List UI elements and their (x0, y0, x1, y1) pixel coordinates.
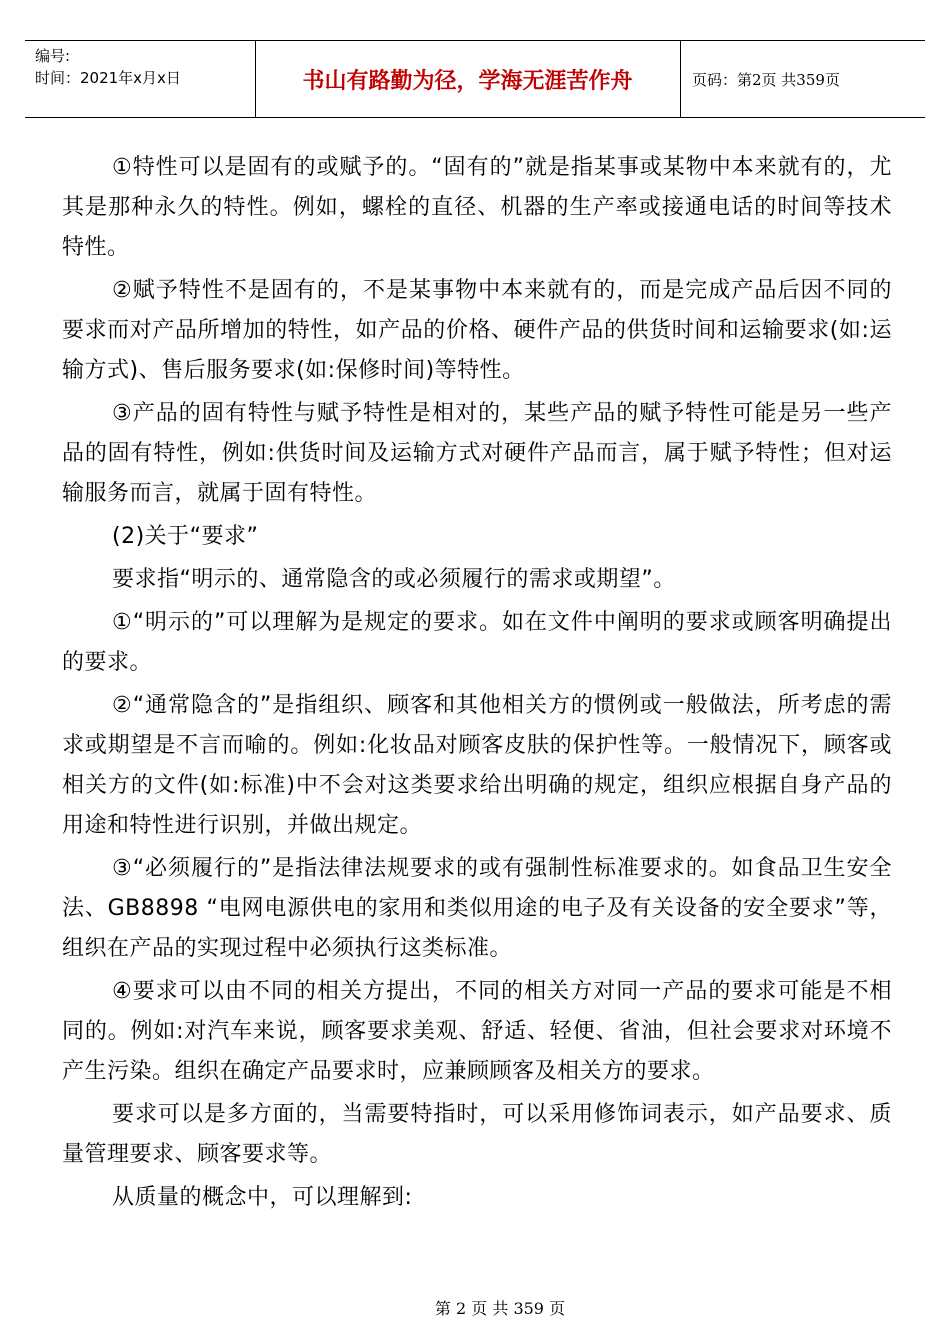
header-divider (680, 41, 681, 117)
header-meta (35, 45, 181, 89)
page-header (25, 40, 925, 118)
paragraph: 要求指“明示的、通常隐含的或必须履行的需求或期望”。 (112, 567, 676, 592)
paragraph: ①“明示的”可以理解为是规定的要求。如在文件中阐明的要求或顾客明确提出的要求。 (62, 610, 892, 675)
paragraph: ④要求可以由不同的相关方提出，不同的相关方对同一产品的要求可能是不相同的。例如:对汽车来说，顾客要求美观、舒适、轻便、省油，但社会要求对环境不产生污染。组织在确定产品要求时，应兼顾顾客及相关方的要求。 (62, 979, 892, 1084)
paragraph: ③“必须履行的”是指法律法规要求的或有强制性标准要求的。如食品卫生安全法、GB8898 “电网电源供电的家用和类似用途的电子及有关设备的安全要求”等，组织在产品的实现过程中必须执行这类标准。 (62, 856, 892, 961)
paragraph: ②赋予特性不是固有的，不是某事物中本来就有的，而是完成产品后因不同的要求而对产品所增加的特性，如产品的价格、硬件产品的供货时间和运输要求(如:运输方式)、售后服务要求(如:保修时间)等特性。 (62, 278, 892, 383)
paragraph: ②“通常隐含的”是指组织、顾客和其他相关方的惯例或一般做法，所考虑的需求或期望是不言而喻的。例如:化妆品对顾客皮肤的保护性等。一般情况下，顾客或相关方的文件(如:标准)中不会对这类要求给出明确的规定，组织应根据自身产品的用途和特性进行识别，并做出规定。 (62, 693, 892, 838)
paragraph: ①特性可以是固有的或赋予的。“固有的”就是指某事或某物中本来就有的，尤其是那种永久的特性。例如，螺栓的直径、机器的生产率或接通电话的时间等技术特性。 (62, 155, 892, 260)
header-motto: 书山有路勤为径，学海无涯苦作舟 (302, 67, 633, 94)
document-number-label: 编号: (35, 47, 71, 65)
paragraph: 从质量的概念中，可以理解到: (112, 1185, 413, 1210)
document-time-label: 时间：2021年x月x日 (35, 69, 181, 87)
section-heading: (2)关于“要求” (112, 524, 259, 549)
page-footer: 第 2 页 共 359 页 (434, 1299, 566, 1318)
document-body (62, 148, 892, 1221)
paragraph: 要求可以是多方面的，当需要特指时，可以采用修饰词表示，如产品要求、质量管理要求、顾客要求等。 (62, 1102, 892, 1167)
header-page-info: 页码：第2页 共359页 (692, 70, 840, 89)
paragraph: ③产品的固有特性与赋予特性是相对的，某些产品的赋予特性可能是另一些产品的固有特性，例如:供货时间及运输方式对硬件产品而言，属于赋予特性；但对运输服务而言，就属于固有特性。 (62, 401, 892, 506)
